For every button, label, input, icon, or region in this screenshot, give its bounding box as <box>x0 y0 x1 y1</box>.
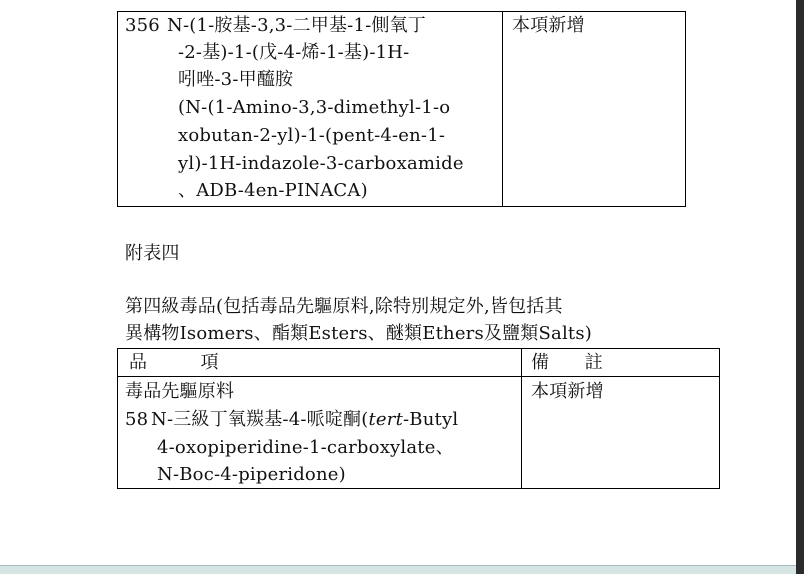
item-name-line: -2-基)-1-(戊-4-烯-1-基)-1H- <box>178 42 410 63</box>
item-name-line: N-(1-胺基-3,3-二甲基-1-側氧丁 <box>167 15 426 36</box>
item-number: 356 <box>125 15 160 36</box>
item-name-line: yl)-1H-indazole-3-carboxamide <box>178 153 464 174</box>
item-name-line: (N-(1-Amino-3,3-dimethyl-1-o <box>178 97 451 118</box>
category-label: 毒品先驅原料 <box>125 381 235 402</box>
section-heading: 異構物Isomers、酯類Esters、醚類Ethers及鹽類Salts) <box>125 323 593 344</box>
column-header-item: 品 項 <box>129 352 219 373</box>
table-column-divider <box>521 348 522 489</box>
table-header-divider <box>117 376 720 377</box>
item-name-line: 、ADB-4en-PINACA) <box>178 180 368 201</box>
remark-text: 本項新增 <box>531 381 604 402</box>
remark-text: 本項新增 <box>512 15 585 36</box>
table-column-divider <box>502 11 503 207</box>
item-name-text: -Butyl <box>403 409 459 430</box>
viewer-right-edge <box>796 0 804 574</box>
item-name-italic: tert <box>368 409 404 430</box>
item-number: 58 <box>125 409 149 430</box>
viewer-bottom-strip <box>0 566 796 574</box>
item-name-line: N-Boc-4-piperidone) <box>157 464 346 485</box>
item-name-text: N-三級丁氧羰基-4-哌啶酮( <box>151 409 369 430</box>
item-name-line: xobutan-2-yl)-1-(pent-4-en-1- <box>178 125 446 146</box>
column-header-remark: 備 註 <box>531 352 603 373</box>
item-name-line: 4-oxopiperidine-1-carboxylate、 <box>157 437 454 458</box>
item-name-line: 吲唑-3-甲醯胺 <box>178 69 294 90</box>
item-name-line <box>151 406 458 433</box>
section-heading: 第四級毒品(包括毒品先驅原料,除特別規定外,皆包括其 <box>125 296 563 317</box>
appendix-title: 附表四 <box>125 243 180 264</box>
